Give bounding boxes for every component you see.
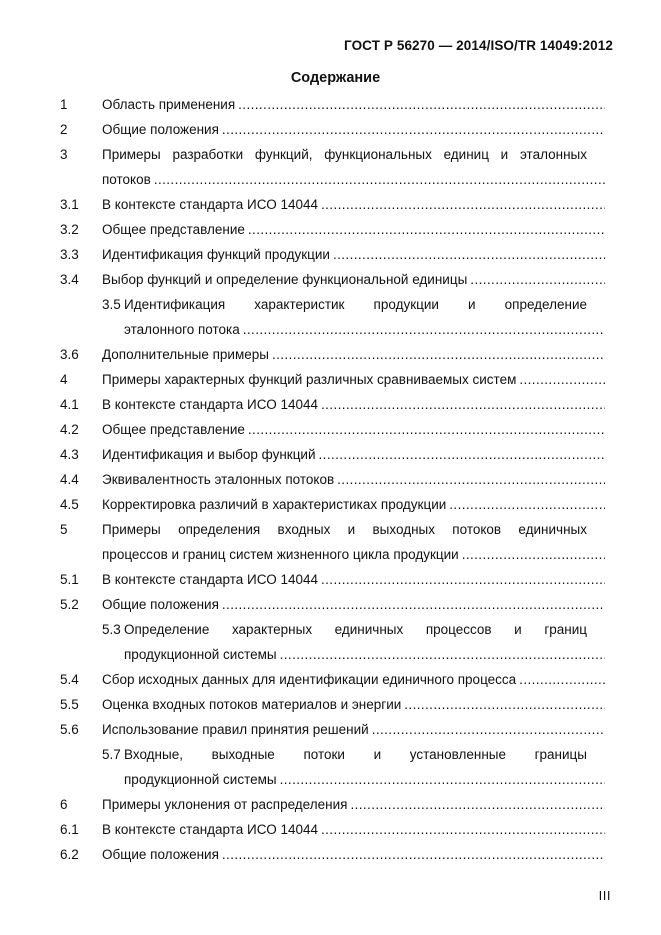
toc-entry-text: Общие положения [102,122,219,137]
toc-entry-text: Область применения [102,97,236,112]
toc-entry-3-6[interactable]: 3.6 Дополнительные примеры ..... [60,342,605,367]
toc-entry-text: Сбор исходных данных для идентификации единичного процесса [102,672,517,687]
leader-dots [319,442,605,467]
toc-entry-number: 5.3 [102,622,121,637]
leader-dots [321,567,605,592]
toc-entry-text: Дополнительные примеры [102,347,269,362]
leader-dots [248,217,605,242]
toc-entry-text: Использование правил принятия решений [102,722,369,737]
toc-entry-text: Примеры определения входных и выходных потоков единичных [102,522,587,537]
toc-entry-text: Общее представление [102,222,245,237]
leader-dots [321,192,605,217]
toc-entry-text: Примеры характерных функций различных сравниваемых систем [102,372,517,387]
document-header: ГОСТ Р 56270 — 2014/ISO/TR 14049:2012 [344,38,613,53]
leader-dots [222,592,605,617]
toc-entry-5[interactable] [60,517,605,567]
toc-entry-3-4[interactable]: 3.4 Выбор функций и определение функциональной единицы ..... [60,267,605,292]
leader-dots [449,492,605,517]
toc-entry-text: В контексте стандарта ИСО 14044 [102,197,318,212]
toc-entry-text: В контексте стандарта ИСО 14044 [102,397,318,412]
toc-entry-4-2[interactable]: 4.2 Общее представление ..... [60,417,605,442]
toc-entry-3-5[interactable] [60,292,605,342]
toc-entry-5-2[interactable]: 5.2 Общие положения ..... [60,592,605,617]
toc-entry-3-2[interactable]: 3.2 Общее представление ..... [60,217,605,242]
toc-entry-text: Общие положения [102,847,219,862]
toc-entry-6-1[interactable]: 6.1 В контексте стандарта ИСО 14044 ..... [60,817,605,842]
toc-entry-text: Идентификация характеристик продукции и определение [124,297,587,312]
leader-dots [154,167,605,192]
leader-dots [272,342,605,367]
toc-entry-text-cont: потоков [102,172,151,187]
table-of-contents [60,92,605,867]
toc-entry-number: 5.7 [102,747,121,762]
leader-dots [238,92,605,117]
toc-entry-text: Идентификация и выбор функций [102,447,316,462]
toc-entry-text: В контексте стандарта ИСО 14044 [102,822,318,837]
toc-entry-4-1[interactable]: 4.1 В контексте стандарта ИСО 14044 ..... [60,392,605,417]
toc-entry-text: Примеры уклонения от распределения [102,797,348,812]
toc-entry-4-3[interactable]: 4.3 Идентификация и выбор функций ..... [60,442,605,467]
toc-entry-text: Входные, выходные потоки и установленные границы [124,747,587,762]
toc-entry-number: 4 [60,372,68,387]
leader-dots [462,542,605,567]
toc-entry-1[interactable] [60,92,605,117]
toc-entry-number: 5 [60,522,68,537]
leader-dots [470,267,605,292]
toc-entry-text: Выбор функций и определение функциональной единицы [102,272,468,287]
toc-entry-text-cont: эталонного потока [124,322,240,337]
toc-entry-number: 1 [60,97,68,112]
leader-dots [350,792,605,817]
leader-dots [519,667,605,692]
toc-entry-5-1[interactable]: 5.1 В контексте стандарта ИСО 14044 ..... [60,567,605,592]
leader-dots [337,467,605,492]
toc-entry-number: 6 [60,797,68,812]
toc-entry-3[interactable] [60,142,605,192]
toc-entry-3-3[interactable]: 3.3 Идентификация функций продукции ..... [60,242,605,267]
toc-entry-number: 3.5 [102,297,121,312]
leader-dots [321,817,605,842]
leader-dots [222,117,605,142]
toc-entry-6-2[interactable]: 6.2 Общие положения ..... [60,842,605,867]
leader-dots [280,642,605,667]
toc-entry-5-7[interactable] [60,742,605,792]
toc-entry-text: Общее представление [102,422,245,437]
leader-dots [280,767,605,792]
toc-entry-3-1[interactable]: 3.1 В контексте стандарта ИСО 14044 ..... [60,192,605,217]
toc-entry-5-5[interactable]: 5.5 Оценка входных потоков материалов и энергии ..... [60,692,605,717]
toc-entry-text: В контексте стандарта ИСО 14044 [102,572,318,587]
toc-entry-text: Эквивалентность эталонных потоков [102,472,335,487]
leader-dots [404,692,605,717]
toc-entry-text: Примеры разработки функций, функциональных единиц и эталонных [102,147,587,162]
toc-entry-text: Определение характерных единичных процессов и границ [124,622,587,637]
toc-entry-5-4[interactable]: 5.4 Сбор исходных данных для идентификации единичного процесса ..... [60,667,605,692]
leader-dots [519,367,605,392]
toc-entry-6[interactable] [60,792,605,817]
leader-dots [222,842,605,867]
toc-entry-number: 2 [60,122,68,137]
toc-entry-4[interactable] [60,367,605,392]
toc-entry-text: Идентификация функций продукции [102,247,330,262]
toc-entry-4-5[interactable]: 4.5 Корректировка различий в характеристиках продукции ..... [60,492,605,517]
leader-dots [243,317,605,342]
toc-entry-text: Корректировка различий в характеристиках продукции [102,497,447,512]
toc-entry-4-4[interactable]: 4.4 Эквивалентность эталонных потоков ..... [60,467,605,492]
leader-dots [248,417,605,442]
toc-entry-text: Оценка входных потоков материалов и энергии [102,697,402,712]
toc-entry-5-6[interactable]: 5.6 Использование правил принятия решений ..... [60,717,605,742]
toc-entry-2[interactable] [60,117,605,142]
toc-entry-text: Общие положения [102,597,219,612]
toc-entry-text-cont: продукционной системы [124,647,277,662]
leader-dots [372,717,605,742]
toc-entry-text-cont: процессов и границ систем жизненного цикла продукции [102,547,459,562]
toc-entry-number: 3 [60,147,68,162]
leader-dots [321,392,605,417]
leader-dots [333,242,605,267]
page-number: III [598,888,611,903]
toc-title: Содержание [290,70,381,86]
toc-entry-text-cont: продукционной системы [124,772,277,787]
toc-entry-5-3[interactable] [60,617,605,667]
